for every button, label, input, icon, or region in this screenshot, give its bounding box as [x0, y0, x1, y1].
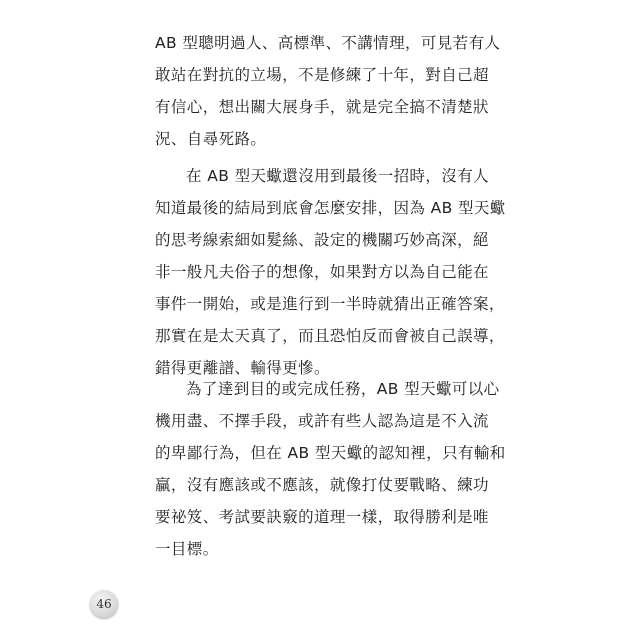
paragraph-line: 況、自尋死路。 — [155, 130, 267, 148]
paragraph-line: 敢站在對抗的立場，不是修練了十年，對自己超 — [155, 66, 489, 84]
paragraph-line: 機用盡、不擇手段，或許有些人認為這是不入流 — [155, 412, 489, 430]
paragraph-1 — [155, 27, 501, 155]
paragraph-line: 在 AB 型天蠍還沒用到最後一招時，沒有人 — [186, 167, 489, 185]
paragraph-line: 要祕笈、考試要訣竅的道理一樣，取得勝利是唯 — [155, 508, 489, 526]
paragraph-line: 錯得更離譜、輸得更慘。 — [155, 359, 330, 377]
page-number-badge: 46 — [90, 590, 118, 618]
paragraph-line: 贏，沒有應該或不應該，就像打仗要戰略、練功 — [155, 476, 489, 494]
paragraph-line: 知道最後的結局到底會怎麼安排，因為 AB 型天蠍 — [155, 199, 506, 217]
paragraph-line: 有信心，想出關大展身手，就是完全搞不清楚狀 — [155, 98, 489, 116]
paragraph-line: 非一般凡夫俗子的想像，如果對方以為自己能在 — [155, 263, 489, 281]
paragraph-line: 事件一開始，或是進行到一半時就猜出正確答案， — [155, 295, 505, 313]
paragraph-2 — [155, 160, 506, 384]
paragraph-line: 那實在是太天真了，而且恐怕反而會被自己誤導， — [155, 327, 505, 345]
paragraph-line: 的思考線索細如髮絲、設定的機關巧妙高深，絕 — [155, 231, 489, 249]
paragraph-line: AB 型聰明過人、高標準、不講情理，可見若有人 — [155, 34, 501, 52]
paragraph-line: 為了達到目的或完成任務，AB 型天蠍可以心 — [186, 380, 500, 398]
paragraph-3 — [155, 373, 506, 565]
paragraph-line: 一目標。 — [155, 540, 219, 558]
paragraph-line: 的卑鄙行為，但在 AB 型天蠍的認知裡，只有輸和 — [155, 444, 506, 462]
